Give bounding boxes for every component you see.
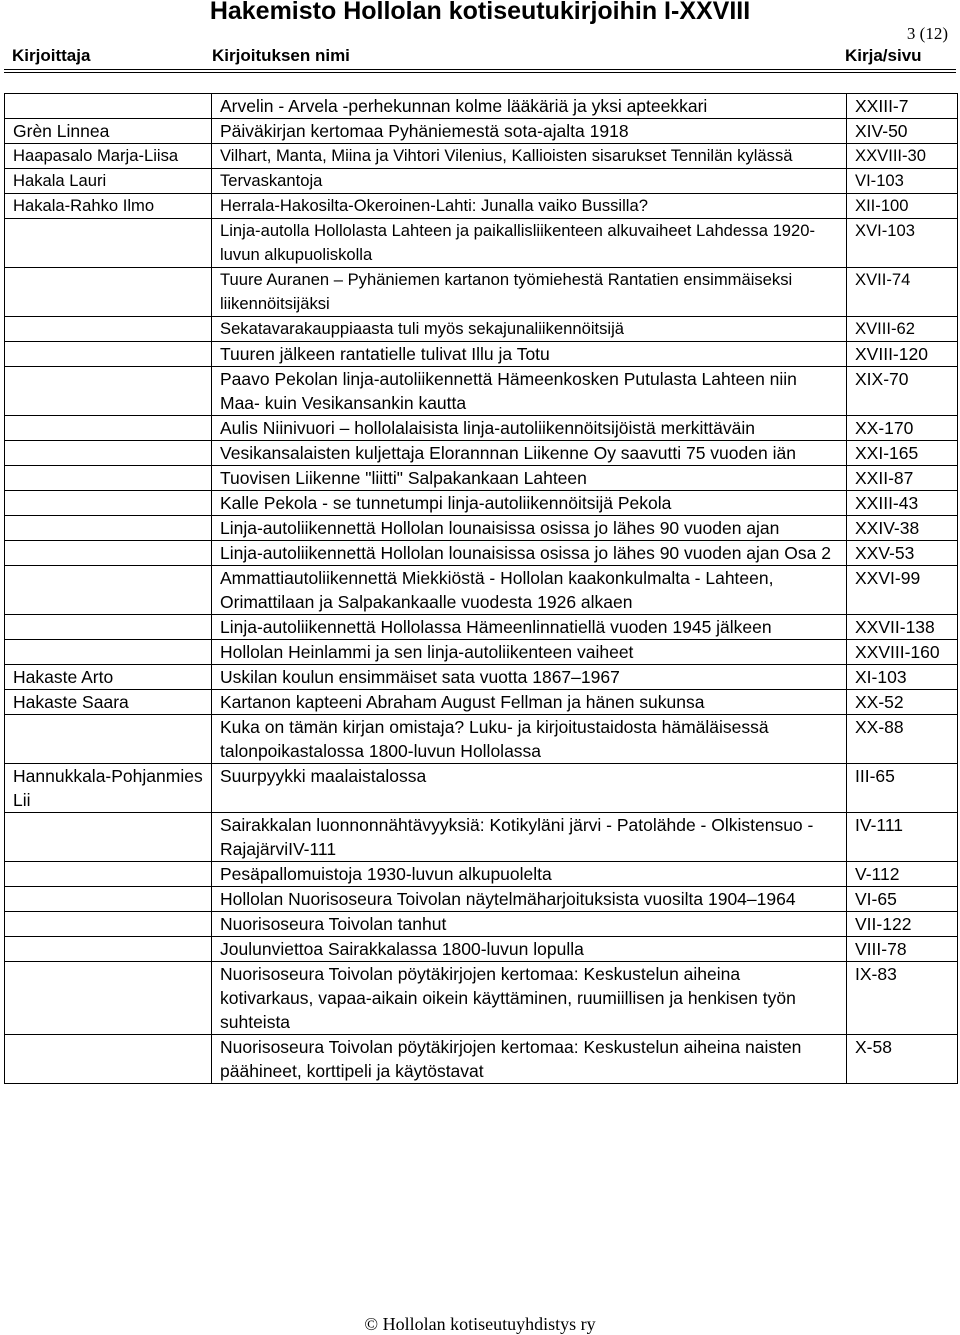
author-cell: Hakala Lauri — [5, 169, 212, 194]
author-cell — [5, 962, 212, 1035]
article-cell: Tervaskantoja — [212, 169, 847, 194]
table-row — [5, 268, 958, 317]
table-row — [5, 541, 958, 566]
author-cell: Grèn Linnea — [5, 119, 212, 144]
book-page-cell: XI-103 — [847, 665, 958, 690]
index-table-body — [5, 94, 958, 1084]
table-row — [5, 764, 958, 813]
book-page-cell: XXIII-7 — [847, 94, 958, 119]
copyright-footer: © Hollolan kotiseutuyhdistys ry — [364, 1314, 596, 1334]
table-row — [5, 119, 958, 144]
article-cell: Kalle Pekola - se tunnetumpi linja-autoliikennöitsijä Pekola — [212, 491, 847, 516]
book-page-cell: XVI-103 — [847, 219, 958, 268]
author-cell — [5, 466, 212, 491]
book-page-cell: XX-170 — [847, 416, 958, 441]
author-cell — [5, 937, 212, 962]
article-cell: Joulunviettoa Sairakkalassa 1800-luvun lopulla — [212, 937, 847, 962]
author-cell — [5, 1035, 212, 1084]
article-cell: Herrala-Hakosilta-Okeroinen-Lahti: Junalla vaiko Bussilla? — [212, 194, 847, 219]
table-row — [5, 715, 958, 764]
table-row — [5, 962, 958, 1035]
article-cell: Päiväkirjan kertomaa Pyhäniemestä sota-ajalta 1918 — [212, 119, 847, 144]
article-cell: Linja-autolla Hollolasta Lahteen ja paikallisliikenteen alkuvaiheet Lahdessa 1920-luvun alkupuoliskolla — [212, 219, 847, 268]
article-cell: Aulis Niinivuori – hollolalaisista linja-autoliikennöitsijöistä merkittäväin — [212, 416, 847, 441]
table-row — [5, 1035, 958, 1084]
article-cell: Nuorisoseura Toivolan tanhut — [212, 912, 847, 937]
article-cell: Sekatavarakauppiaasta tuli myös sekajunaliikennöitsijä — [212, 317, 847, 342]
book-page-cell: XXVIII-30 — [847, 144, 958, 169]
author-cell — [5, 516, 212, 541]
article-cell: Linja-autoliikennettä Hollolan lounaisissa osissa jo lähes 90 vuoden ajan Osa 2 — [212, 541, 847, 566]
book-page-cell: XIX-70 — [847, 367, 958, 416]
author-cell — [5, 342, 212, 367]
author-cell: Haapasalo Marja-Liisa — [5, 144, 212, 169]
book-page-cell: XVIII-120 — [847, 342, 958, 367]
book-page-cell: VIII-78 — [847, 937, 958, 962]
author-cell — [5, 640, 212, 665]
article-cell: Vilhart, Manta, Miina ja Vihtori Vilenius, Kallioisten sisarukset Tennilän kylässä — [212, 144, 847, 169]
book-page-cell: IV-111 — [847, 813, 958, 862]
article-cell: Nuorisoseura Toivolan pöytäkirjojen kertomaa: Keskustelun aiheina kotivarkaus, vapaa-aikain oikein käyttäminen, ruumiillisen ja henkisen työn suhteista — [212, 962, 847, 1035]
table-row — [5, 516, 958, 541]
page-number: 3 (12) — [906, 24, 948, 43]
book-page-cell: X-58 — [847, 1035, 958, 1084]
table-row — [5, 690, 958, 715]
article-cell: Tuuren jälkeen rantatielle tulivat Illu ja Totu — [212, 342, 847, 367]
table-row — [5, 219, 958, 268]
column-header-author: Kirjoittaja — [12, 46, 91, 65]
table-row — [5, 194, 958, 219]
article-cell: Kartanon kapteeni Abraham August Fellman ja hänen sukunsa — [212, 690, 847, 715]
book-page-cell: XVIII-62 — [847, 317, 958, 342]
book-page-cell: XXI-165 — [847, 441, 958, 466]
table-row — [5, 169, 958, 194]
author-cell: Hakaste Saara — [5, 690, 212, 715]
header-rule — [4, 69, 956, 70]
author-cell — [5, 94, 212, 119]
table-row — [5, 441, 958, 466]
article-cell: Tuovisen Liikenne "liitti" Salpakankaan Lahteen — [212, 466, 847, 491]
article-cell: Vesikansalaisten kuljettaja Elorannnan Liikenne Oy saavutti 75 vuoden iän — [212, 441, 847, 466]
book-page-cell: XIV-50 — [847, 119, 958, 144]
article-cell: Suurpyykki maalaistalossa — [212, 764, 847, 813]
book-page-cell: XX-88 — [847, 715, 958, 764]
book-page-cell: XXIV-38 — [847, 516, 958, 541]
table-row — [5, 862, 958, 887]
table-row — [5, 665, 958, 690]
article-cell: Linja-autoliikennettä Hollolassa Hämeenlinnatiellä vuoden 1945 jälkeen — [212, 615, 847, 640]
author-cell — [5, 416, 212, 441]
author-cell: Hakala-Rahko Ilmo — [5, 194, 212, 219]
table-row — [5, 491, 958, 516]
author-cell — [5, 491, 212, 516]
table-row — [5, 566, 958, 615]
author-cell: Hakaste Arto — [5, 665, 212, 690]
book-page-cell: IX-83 — [847, 962, 958, 1035]
book-page-cell: XXVII-138 — [847, 615, 958, 640]
author-cell — [5, 441, 212, 466]
table-row — [5, 416, 958, 441]
table-row — [5, 640, 958, 665]
article-cell: Nuorisoseura Toivolan pöytäkirjojen kertomaa: Keskustelun aiheina naisten päähineet, korttipeli ja käytöstavat — [212, 1035, 847, 1084]
table-row — [5, 887, 958, 912]
author-cell — [5, 541, 212, 566]
document-title: Hakemisto Hollolan kotiseutukirjoihin I-XXVIII — [209, 0, 751, 25]
table-row — [5, 317, 958, 342]
book-page-cell: XXVIII-160 — [847, 640, 958, 665]
author-cell — [5, 268, 212, 317]
table-row — [5, 466, 958, 491]
article-cell: Arvelin - Arvela -perhekunnan kolme lääkäriä ja yksi apteekkari — [212, 94, 847, 119]
article-cell: Tuure Auranen – Pyhäniemen kartanon työmiehestä Rantatien ensimmäiseksi liikennöitsijäksi — [212, 268, 847, 317]
book-page-cell: XXVI-99 — [847, 566, 958, 615]
book-page-cell: XVII-74 — [847, 268, 958, 317]
article-cell: Ammattiautoliikennettä Miekkiöstä - Hollolan kaakonkulmalta - Lahteen, Orimattilaan ja Salpakankaalle vuodesta 1926 alkaen — [212, 566, 847, 615]
book-page-cell: VI-103 — [847, 169, 958, 194]
author-cell — [5, 317, 212, 342]
table-row — [5, 144, 958, 169]
article-cell: Uskilan koulun ensimmäiset sata vuotta 1867–1967 — [212, 665, 847, 690]
author-cell — [5, 887, 212, 912]
article-cell: Kuka on tämän kirjan omistaja? Luku- ja kirjoitustaidosta hämäläisessä talonpoikastalossa 1800-luvun Hollolassa — [212, 715, 847, 764]
book-page-cell: V-112 — [847, 862, 958, 887]
article-cell: Linja-autoliikennettä Hollolan lounaisissa osissa jo lähes 90 vuoden ajan — [212, 516, 847, 541]
article-cell: Hollolan Heinlammi ja sen linja-autoliikenteen vaiheet — [212, 640, 847, 665]
table-row — [5, 912, 958, 937]
book-page-cell: XXV-53 — [847, 541, 958, 566]
author-cell — [5, 715, 212, 764]
book-page-cell: XII-100 — [847, 194, 958, 219]
table-row — [5, 937, 958, 962]
author-cell — [5, 367, 212, 416]
book-page-cell: VII-122 — [847, 912, 958, 937]
article-cell: Sairakkalan luonnonnähtävyyksiä: Kotikyläni järvi - Patolähde - Olkistensuo - RajajärviIV-111 — [212, 813, 847, 862]
book-page-cell: XXIII-43 — [847, 491, 958, 516]
author-cell — [5, 862, 212, 887]
table-row — [5, 367, 958, 416]
author-cell: Hannukkala-Pohjanmies Lii — [5, 764, 212, 813]
article-cell: Pesäpallomuistoja 1930-luvun alkupuolelta — [212, 862, 847, 887]
article-cell: Hollolan Nuorisoseura Toivolan näytelmäharjoituksista vuosilta 1904–1964 — [212, 887, 847, 912]
book-page-cell: III-65 — [847, 764, 958, 813]
column-header-book-page: Kirja/sivu — [845, 46, 922, 65]
table-row — [5, 813, 958, 862]
article-cell: Paavo Pekolan linja-autoliikennettä Hämeenkosken Putulasta Lahteen niin Maa- kuin Vesikansankin kautta — [212, 367, 847, 416]
table-row — [5, 615, 958, 640]
author-cell — [5, 813, 212, 862]
author-cell — [5, 566, 212, 615]
book-page-cell: XXII-87 — [847, 466, 958, 491]
author-cell — [5, 912, 212, 937]
book-page-cell: XX-52 — [847, 690, 958, 715]
header-rule-double — [4, 72, 956, 73]
book-page-cell: VI-65 — [847, 887, 958, 912]
author-cell — [5, 219, 212, 268]
table-row — [5, 342, 958, 367]
table-row — [5, 94, 958, 119]
column-header-article: Kirjoituksen nimi — [212, 46, 350, 65]
author-cell — [5, 615, 212, 640]
index-table — [4, 93, 958, 1084]
